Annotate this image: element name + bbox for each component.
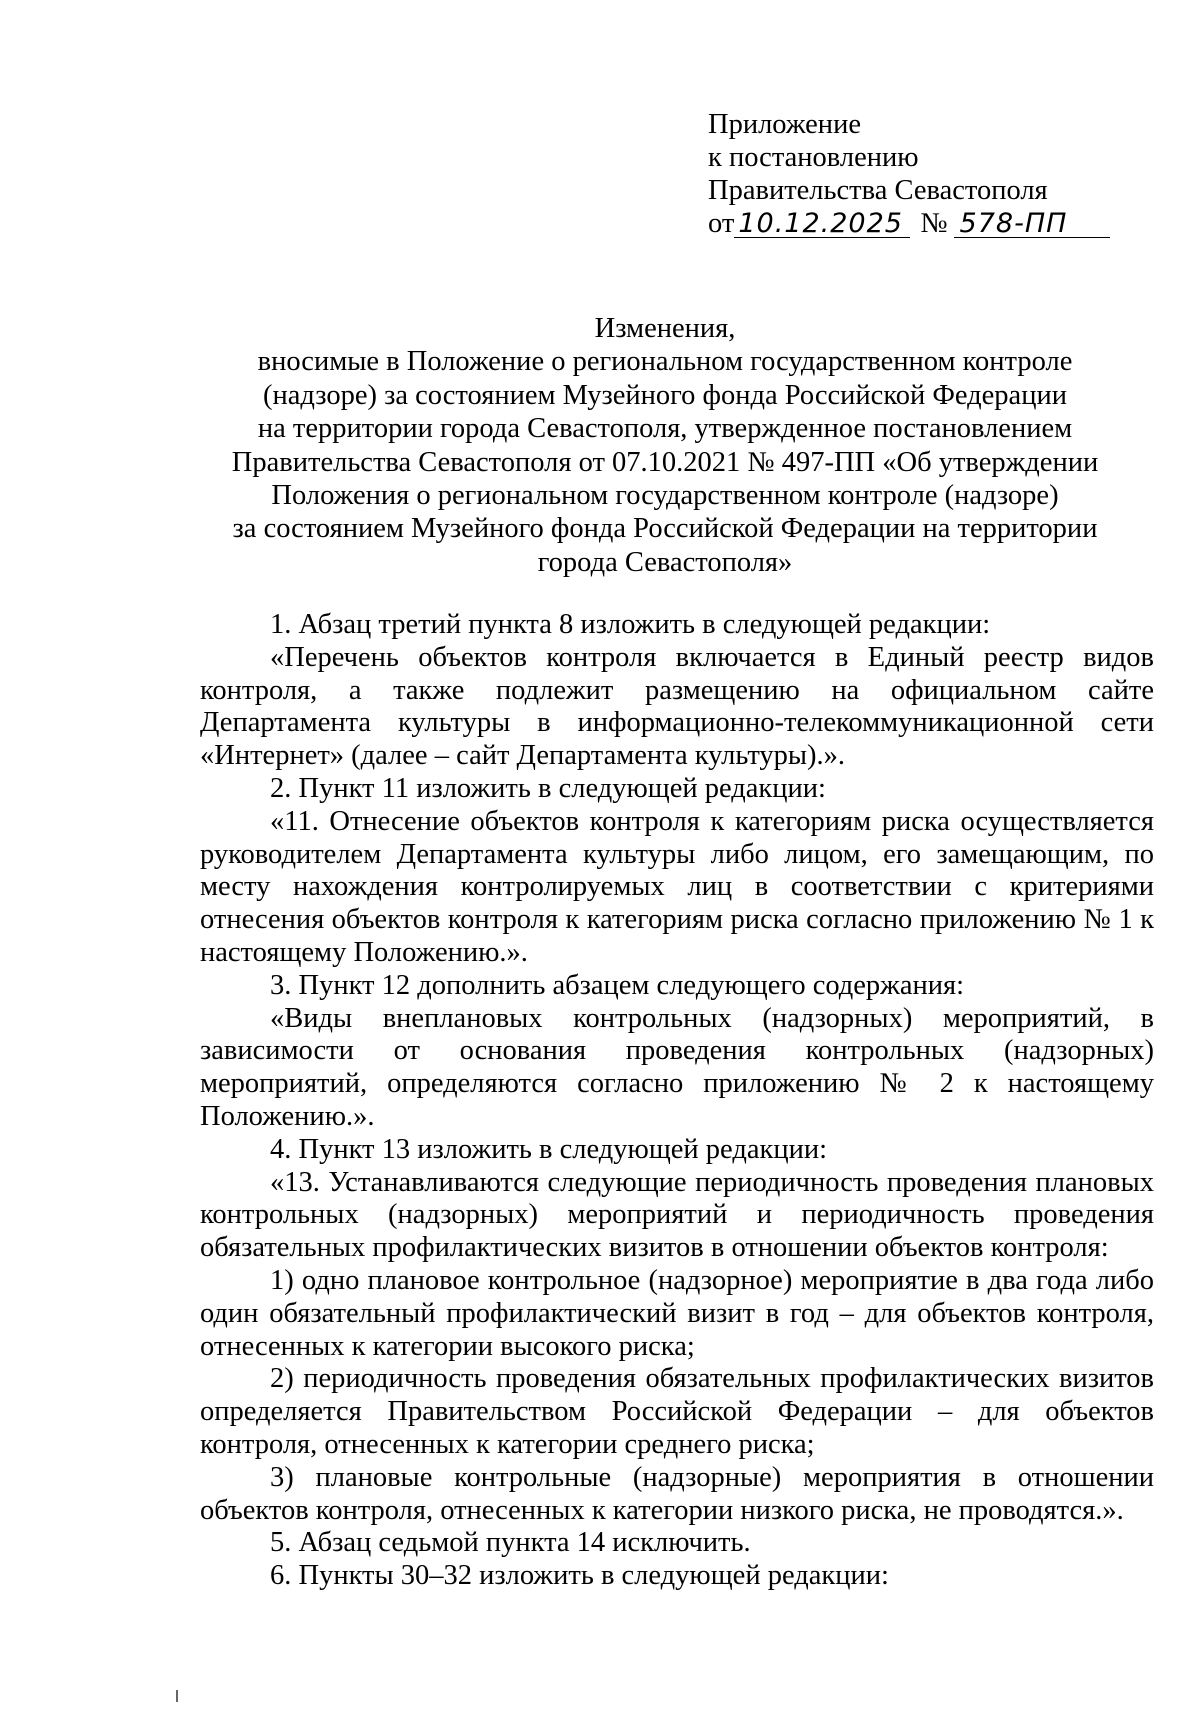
- paragraph-subitem-3: 3) плановые контрольные (надзорные) мероприятия в отношении объектов контроля, отнесенных к категории низкого риска, не проводятся.».: [200, 1461, 1154, 1526]
- paragraph-subitem-2: 2) периодичность проведения обязательных профилактических визитов определяется Правительством Российской Федерации – для объектов контроля, отнесенных к категории среднего риска;: [200, 1363, 1154, 1460]
- appendix-line-3: Правительства Севастополя: [708, 175, 1048, 206]
- document-body: [200, 609, 1154, 1593]
- paragraph-item-1: 1. Абзац третий пункта 8 изложить в следующей редакции:: [270, 609, 991, 640]
- handwritten-date: 10.12.2025: [734, 211, 910, 238]
- paragraph-quote: «Виды внеплановых контрольных (надзорных) мероприятий, в зависимости от основания проведения контрольных (надзорных) мероприятий, определяются согласно приложению № 2 к настоящему Положению.».: [200, 1002, 1154, 1132]
- paragraph-quote: «13. Устанавливаются следующие периодичность проведения плановых контрольных (надзорных) мероприятий и периодичность проведения обязательных профилактических визитов в отношении объектов контроля:: [200, 1166, 1154, 1264]
- title-line: (надзоре) за состоянием Музейного фонда Российской Федерации: [263, 379, 1067, 411]
- handwritten-number: 578-ПП: [954, 211, 1110, 238]
- appendix-line-2: к постановлению: [708, 142, 919, 173]
- title-line: Правительства Севастополя от 07.10.2021 № 497-ПП «Об утверждении: [231, 446, 1099, 478]
- appendix-date-number-line: [708, 207, 1110, 240]
- paragraph-subitem-1: 1) одно плановое контрольное (надзорное) мероприятие в два года либо один обязательный профилактический визит в год – для объектов контроля, отнесенных к категории высокого риска;: [200, 1264, 1154, 1362]
- paragraph-quote: «Перечень объектов контроля включается в Единый реестр видов контроля, а также подлежит размещению на официальном сайте Департамента культуры в информационно-телекоммуникационной сети «Интернет» (далее – сайт Департамента культуры).».: [200, 641, 1154, 772]
- title-heading: Изменения,: [594, 313, 736, 344]
- title-line: Положения о региональном государственном контроле (надзоре): [271, 480, 1059, 512]
- date-prefix: от: [708, 208, 735, 239]
- paragraph-item-6: 6. Пункты 30–32 изложить в следующей редакции:: [270, 1560, 889, 1592]
- paragraph-quote: «11. Отнесение объектов контроля к категориям риска осуществляется руководителем Департамента культуры либо лицом, его замещающим, по месту нахождения контролируемых лиц в соответствии с критериями отнесения объектов контроля к категориям риска согласно приложению № 1 к настоящему Положению.».: [200, 805, 1154, 968]
- appendix-block: [708, 108, 1110, 240]
- paragraph-item-3: 3. Пункт 12 дополнить абзацем следующего содержания:: [270, 969, 965, 1001]
- title-line: города Севастополя»: [537, 546, 793, 578]
- paragraph-item-2: 2. Пункт 11 изложить в следующей редакции:: [270, 772, 826, 804]
- title-line: за состоянием Музейного фонда Российской Федерации на территории: [232, 513, 1098, 545]
- number-sign: №: [920, 208, 948, 239]
- title-line: на территории города Севастополя, утвержденное постановлением: [257, 413, 1073, 445]
- title-line: вносимые в Положение о региональном государственном контроле: [257, 346, 1073, 378]
- appendix-line-1: Приложение: [708, 109, 861, 140]
- paragraph-item-5: 5. Абзац седьмой пункта 14 исключить.: [270, 1527, 751, 1559]
- scan-mark: [176, 1690, 178, 1702]
- document-title: [230, 312, 1100, 579]
- paragraph-item-4: 4. Пункт 13 изложить в следующей редакции:: [270, 1133, 827, 1165]
